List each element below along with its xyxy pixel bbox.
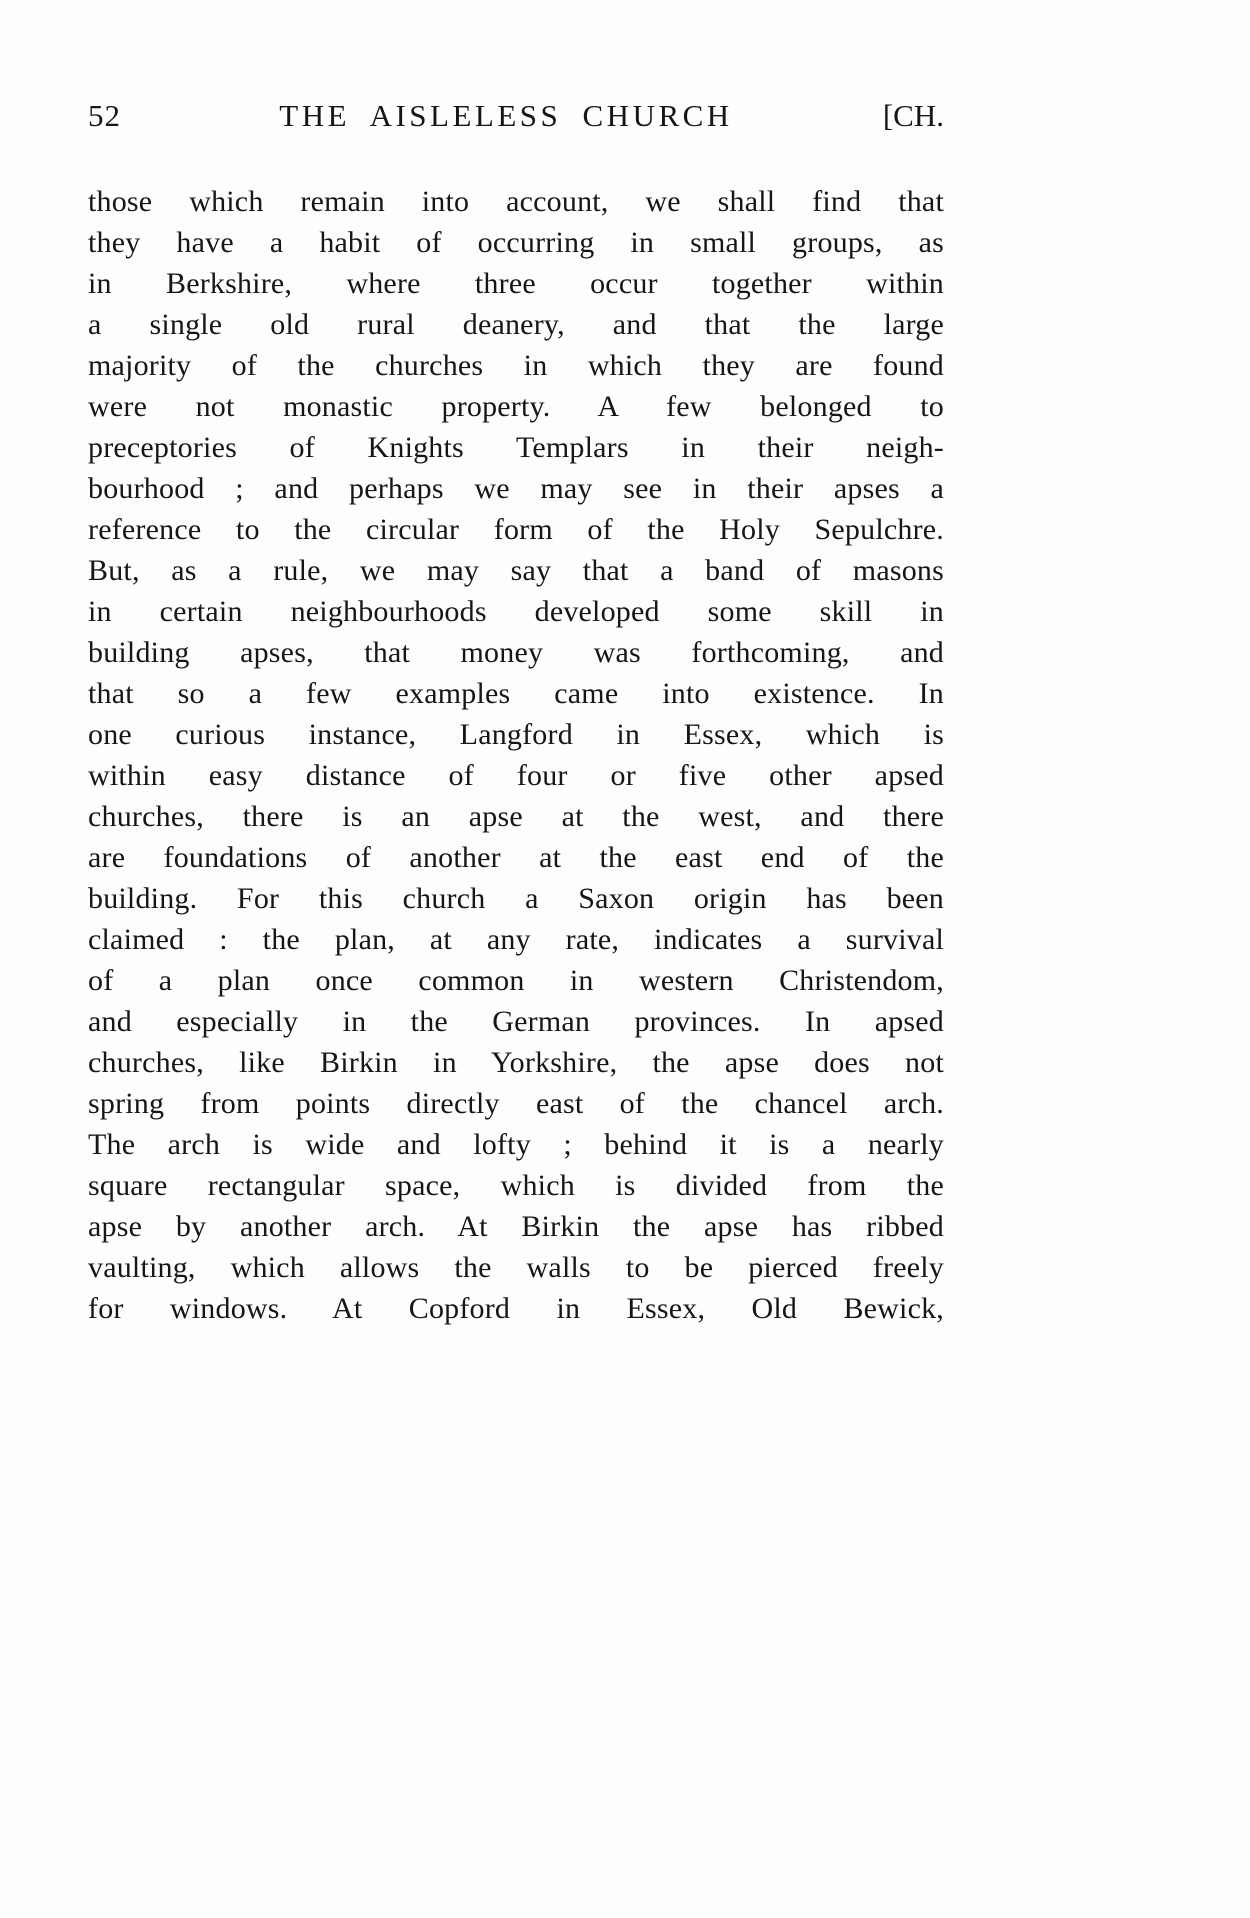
- text-line: are foundations of another at the east end of the: [88, 841, 944, 874]
- text-line: majority of the churches in which they are found: [88, 349, 944, 382]
- running-header: [88, 98, 944, 134]
- chapter-mark: [CH.: [882, 98, 944, 133]
- text-line: square rectangular space, which is divided from the: [88, 1169, 944, 1202]
- text-line: churches, there is an apse at the west, and there: [88, 800, 944, 833]
- page-number: 52: [88, 98, 121, 133]
- text-block: [88, 98, 944, 1329]
- text-line: apse by another arch. At Birkin the apse has ribbed: [88, 1210, 944, 1243]
- text-line: and especially in the German provinces. In apsed: [88, 1005, 944, 1038]
- text-line: spring from points directly east of the chancel arch.: [88, 1087, 944, 1120]
- text-line: bourhood ; and perhaps we may see in their apses a: [88, 472, 944, 505]
- text-line: that so a few examples came into existence. In: [88, 677, 944, 710]
- text-line: building. For this church a Saxon origin has been: [88, 882, 944, 915]
- text-line: within easy distance of four or five other apsed: [88, 759, 944, 792]
- text-line: building apses, that money was forthcoming, and: [88, 636, 944, 669]
- text-line: claimed : the plan, at any rate, indicates a survival: [88, 923, 944, 956]
- text-line: one curious instance, Langford in Essex, which is: [88, 718, 944, 751]
- text-line: in certain neighbourhoods developed some skill in: [88, 595, 944, 628]
- text-line: churches, like Birkin in Yorkshire, the apse does not: [88, 1046, 944, 1079]
- text-line: But, as a rule, we may say that a band of masons: [88, 554, 944, 587]
- text-line: they have a habit of occurring in small groups, as: [88, 226, 944, 259]
- text-line: for windows. At Copford in Essex, Old Bewick,: [88, 1292, 944, 1325]
- text-line: reference to the circular form of the Holy Sepulchre.: [88, 513, 944, 546]
- text-line: those which remain into account, we shall find that: [88, 185, 944, 218]
- text-line: vaulting, which allows the walls to be pierced freely: [88, 1251, 944, 1284]
- text-line: of a plan once common in western Christendom,: [88, 964, 944, 997]
- text-line: preceptories of Knights Templars in their neigh-: [88, 431, 944, 464]
- text-line: The arch is wide and lofty ; behind it is a nearly: [88, 1128, 944, 1161]
- text-line: were not monastic property. A few belonged to: [88, 390, 944, 423]
- page-title: THE AISLELESS CHURCH: [279, 98, 733, 133]
- body-text: [88, 181, 944, 1329]
- text-line: a single old rural deanery, and that the large: [88, 308, 944, 341]
- text-line: in Berkshire, where three occur together within: [88, 267, 944, 300]
